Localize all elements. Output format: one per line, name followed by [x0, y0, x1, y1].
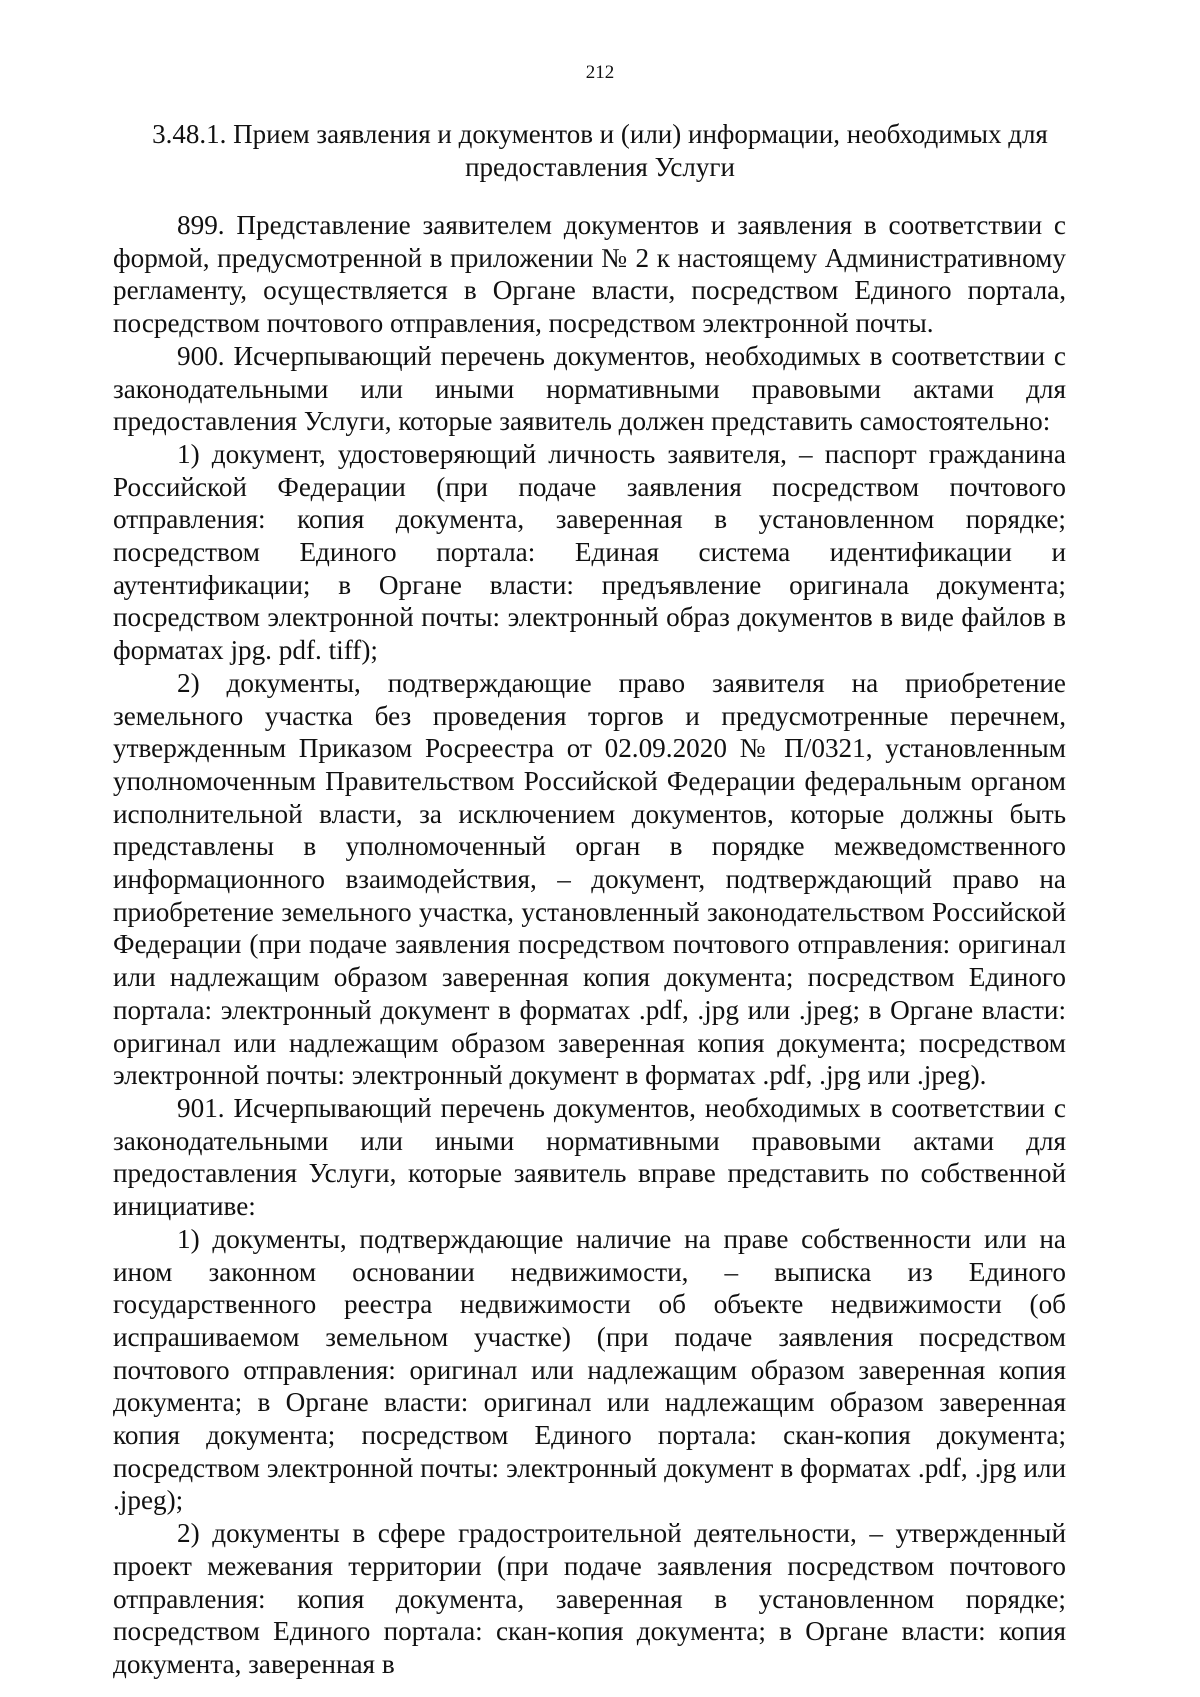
paragraph-899: 899. Представление заявителем документов и заявления в соответствии с формой, предусмотренной в приложении № 2 к настоящему Административному регламенту, осуществляется в Органе власти, посредством Единого портала, посредством почтового отправления, посредством электронной почты. [113, 210, 1066, 339]
paragraph-900: 900. Исчерпывающий перечень документов, необходимых в соответствии с законодательными или иными нормативными правовыми актами для предоставления Услуги, которые заявитель должен представить самостоятельно: [113, 340, 1066, 437]
page-number: 212 [585, 62, 615, 83]
paragraph-901-item-2: 2) документы в сфере градостроительной деятельности, – утвержденный проект межевания территории (при подаче заявления посредством почтового отправления: копия документа, заверенная в установленном порядке; посредством Единого портала: скан-копия документа; в Органе власти: копия документа, заверенная в [113, 1518, 1066, 1679]
paragraph-900-item-2: 2) документы, подтверждающие право заявителя на приобретение земельного участка без проведения торгов и предусмотренные перечнем, утвержденным Приказом Росреестра от 02.09.2020 № П/0321, установленным уполномоченным Правительством Российской Федерации федеральным органом исполнительной власти, за исключением документов, которые должны быть представлены в уполномоченный орган в порядке межведомственного информационного взаимодействия, – документ, подтверждающий право на приобретение земельного участка, установленный законодательством Российской Федерации (при подаче заявления посредством почтового отправления: оригинал или надлежащим образом заверенная копия документа; посредством Единого портала: электронный документ в форматах .pdf, .jpg или .jpeg; в Органе власти: оригинал или надлежащим образом заверенная копия документа; посредством электронной почты: электронный документ в форматах .pdf, .jpg или .jpeg). [113, 667, 1066, 1091]
section-title: 3.48.1. Прием заявления и документов и (или) информации, необходимых для предоставления Услуги [152, 119, 1048, 182]
paragraph-900-item-1: 1) документ, удостоверяющий личность заявителя, – паспорт гражданина Российской Федерации (при подаче заявления посредством почтового отправления: копия документа, заверенная в установленном порядке; посредством Единого портала: Единая система идентификации и аутентификации; в Органе власти: предъявление оригинала документа; посредством электронной почты: электронный образ документов в виде файлов в форматах jpg. pdf. tiff); [113, 438, 1066, 666]
paragraph-901: 901. Исчерпывающий перечень документов, необходимых в соответствии с законодательными или иными нормативными правовыми актами для предоставления Услуги, которые заявитель вправе представить по собственной инициативе: [113, 1092, 1066, 1222]
document-body [113, 209, 1066, 1681]
paragraph-901-item-1: 1) документы, подтверждающие наличие на праве собственности или на ином законном основании недвижимости, – выписка из Единого государственного реестра недвижимости об объекте недвижимости (об испрашиваемом земельном участке) (при подаче заявления посредством почтового отправления: оригинал или надлежащим образом заверенная копия документа; в Органе власти: оригинал или надлежащим образом заверенная копия документа; посредством Единого портала: скан-копия документа; посредством электронной почты: электронный документ в форматах .pdf, .jpg или .jpeg); [113, 1223, 1066, 1516]
